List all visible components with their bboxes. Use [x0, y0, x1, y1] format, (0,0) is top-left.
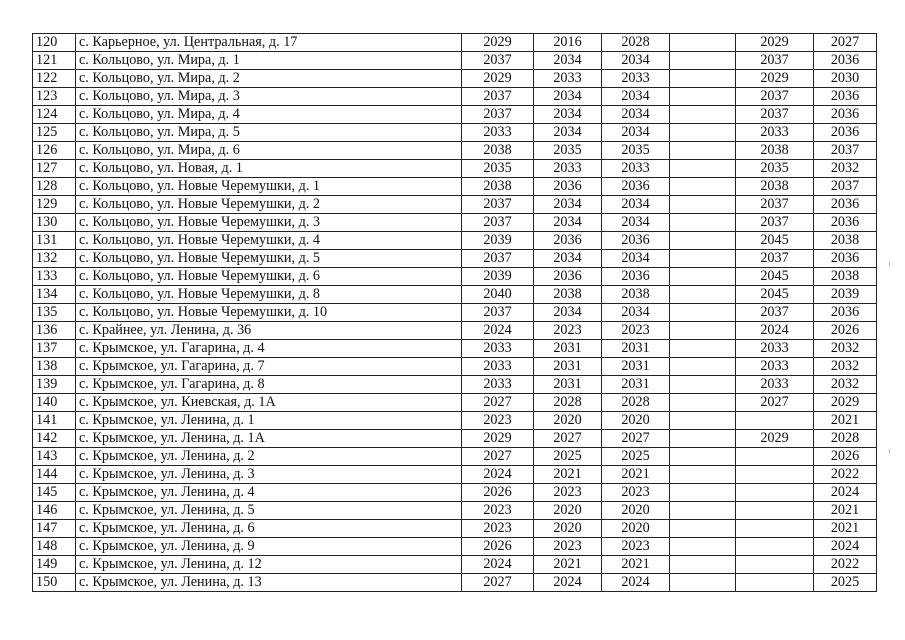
- year-cell-6: 2032: [814, 376, 877, 394]
- address-cell: с. Кольцово, ул. Новые Черемушки, д. 10: [76, 304, 462, 322]
- table-row: [33, 268, 877, 286]
- year-cell-6: 2028: [814, 430, 877, 448]
- year-cell-4: [670, 376, 736, 394]
- year-cell-2: 2016: [534, 34, 602, 52]
- year-cell-3: 2035: [602, 142, 670, 160]
- year-cell-2: 2033: [534, 160, 602, 178]
- address-cell: с. Кольцово, ул. Мира, д. 4: [76, 106, 462, 124]
- year-cell-5: 2037: [736, 304, 814, 322]
- year-cell-6: 2036: [814, 304, 877, 322]
- year-cell-6: 2036: [814, 196, 877, 214]
- year-cell-6: 2021: [814, 412, 877, 430]
- year-cell-4: [670, 538, 736, 556]
- year-cell-5: [736, 502, 814, 520]
- row-number-cell: 145: [33, 484, 76, 502]
- year-cell-5: [736, 574, 814, 592]
- year-cell-5: 2038: [736, 178, 814, 196]
- address-cell: с. Крымское, ул. Гагарина, д. 4: [76, 340, 462, 358]
- year-cell-1: 2023: [462, 520, 534, 538]
- year-cell-2: 2025: [534, 448, 602, 466]
- year-cell-5: [736, 412, 814, 430]
- year-cell-3: 2020: [602, 502, 670, 520]
- year-cell-4: [670, 34, 736, 52]
- year-cell-5: 2037: [736, 250, 814, 268]
- year-cell-3: 2036: [602, 232, 670, 250]
- year-cell-6: 2037: [814, 142, 877, 160]
- year-cell-3: 2038: [602, 286, 670, 304]
- row-number-cell: 136: [33, 322, 76, 340]
- row-number-cell: 123: [33, 88, 76, 106]
- year-cell-3: 2034: [602, 52, 670, 70]
- year-cell-5: [736, 556, 814, 574]
- year-cell-3: 2024: [602, 574, 670, 592]
- year-cell-5: 2027: [736, 394, 814, 412]
- year-cell-4: [670, 484, 736, 502]
- year-cell-4: [670, 52, 736, 70]
- year-cell-5: 2024: [736, 322, 814, 340]
- year-cell-1: 2027: [462, 448, 534, 466]
- row-number-cell: 132: [33, 250, 76, 268]
- row-number-cell: 125: [33, 124, 76, 142]
- address-cell: с. Кольцово, ул. Новая, д. 1: [76, 160, 462, 178]
- year-cell-6: 2027: [814, 34, 877, 52]
- address-cell: с. Кольцово, ул. Новые Черемушки, д. 8: [76, 286, 462, 304]
- year-cell-6: 2032: [814, 358, 877, 376]
- year-cell-1: 2023: [462, 502, 534, 520]
- row-number-cell: 129: [33, 196, 76, 214]
- year-cell-5: 2037: [736, 106, 814, 124]
- row-number-cell: 133: [33, 268, 76, 286]
- year-cell-4: [670, 88, 736, 106]
- address-cell: с. Крымское, ул. Ленина, д. 9: [76, 538, 462, 556]
- year-cell-4: [670, 178, 736, 196]
- year-cell-5: 2029: [736, 430, 814, 448]
- row-number-cell: 131: [33, 232, 76, 250]
- year-cell-4: [670, 520, 736, 538]
- row-number-cell: 149: [33, 556, 76, 574]
- year-cell-1: 2033: [462, 358, 534, 376]
- year-cell-4: [670, 502, 736, 520]
- address-cell: с. Кольцово, ул. Новые Черемушки, д. 4: [76, 232, 462, 250]
- year-cell-5: 2033: [736, 376, 814, 394]
- year-cell-3: 2031: [602, 376, 670, 394]
- year-cell-6: 2022: [814, 466, 877, 484]
- table-row: [33, 538, 877, 556]
- year-cell-3: 2020: [602, 520, 670, 538]
- year-cell-2: 2024: [534, 574, 602, 592]
- row-number-cell: 134: [33, 286, 76, 304]
- year-cell-3: 2021: [602, 556, 670, 574]
- year-cell-3: 2031: [602, 340, 670, 358]
- year-cell-6: 2038: [814, 232, 877, 250]
- year-cell-4: [670, 250, 736, 268]
- year-cell-6: 2038: [814, 268, 877, 286]
- row-number-cell: 128: [33, 178, 76, 196]
- year-cell-3: 2034: [602, 88, 670, 106]
- year-cell-6: 2036: [814, 106, 877, 124]
- address-cell: с. Крымское, ул. Ленина, д. 12: [76, 556, 462, 574]
- year-cell-1: 2033: [462, 340, 534, 358]
- year-cell-6: 2025: [814, 574, 877, 592]
- year-cell-6: 2026: [814, 322, 877, 340]
- year-cell-3: 2036: [602, 268, 670, 286]
- year-cell-2: 2023: [534, 538, 602, 556]
- year-cell-6: 2036: [814, 52, 877, 70]
- year-cell-6: 2029: [814, 394, 877, 412]
- year-cell-6: 2021: [814, 502, 877, 520]
- year-cell-2: 2020: [534, 520, 602, 538]
- year-cell-1: 2038: [462, 178, 534, 196]
- year-cell-1: 2037: [462, 52, 534, 70]
- address-cell: с. Кольцово, ул. Новые Черемушки, д. 5: [76, 250, 462, 268]
- table-row: [33, 376, 877, 394]
- row-number-cell: 141: [33, 412, 76, 430]
- year-cell-2: 2031: [534, 340, 602, 358]
- table-row: [33, 88, 877, 106]
- table-row: [33, 196, 877, 214]
- row-number-cell: 122: [33, 70, 76, 88]
- year-cell-3: 2025: [602, 448, 670, 466]
- year-cell-2: 2028: [534, 394, 602, 412]
- address-cell: с. Карьерное, ул. Центральная, д. 17: [76, 34, 462, 52]
- year-cell-1: 2038: [462, 142, 534, 160]
- year-cell-4: [670, 232, 736, 250]
- year-cell-1: 2026: [462, 538, 534, 556]
- table-row: [33, 124, 877, 142]
- address-cell: с. Крымское, ул. Ленина, д. 3: [76, 466, 462, 484]
- year-cell-5: 2037: [736, 214, 814, 232]
- year-cell-1: 2040: [462, 286, 534, 304]
- table-row: [33, 70, 877, 88]
- year-cell-1: 2037: [462, 250, 534, 268]
- year-cell-5: 2035: [736, 160, 814, 178]
- year-cell-3: 2036: [602, 178, 670, 196]
- row-number-cell: 147: [33, 520, 76, 538]
- table-row: [33, 394, 877, 412]
- year-cell-4: [670, 268, 736, 286]
- row-number-cell: 120: [33, 34, 76, 52]
- year-cell-3: 2034: [602, 214, 670, 232]
- year-cell-2: 2021: [534, 466, 602, 484]
- year-cell-5: 2045: [736, 268, 814, 286]
- row-number-cell: 135: [33, 304, 76, 322]
- year-cell-2: 2034: [534, 196, 602, 214]
- year-cell-5: [736, 448, 814, 466]
- year-cell-4: [670, 394, 736, 412]
- year-cell-2: 2020: [534, 412, 602, 430]
- year-cell-1: 2037: [462, 196, 534, 214]
- year-cell-4: [670, 70, 736, 88]
- address-cell: с. Крымское, ул. Гагарина, д. 7: [76, 358, 462, 376]
- year-cell-3: 2034: [602, 196, 670, 214]
- year-cell-2: 2023: [534, 484, 602, 502]
- table-row: [33, 430, 877, 448]
- year-cell-5: 2037: [736, 52, 814, 70]
- address-cell: с. Кольцово, ул. Мира, д. 6: [76, 142, 462, 160]
- year-cell-2: 2033: [534, 70, 602, 88]
- year-cell-1: 2033: [462, 124, 534, 142]
- address-cell: с. Крымское, ул. Ленина, д. 5: [76, 502, 462, 520]
- row-number-cell: 143: [33, 448, 76, 466]
- year-cell-4: [670, 106, 736, 124]
- row-number-cell: 130: [33, 214, 76, 232]
- year-cell-5: [736, 520, 814, 538]
- address-cell: с. Крымское, ул. Ленина, д. 2: [76, 448, 462, 466]
- year-cell-1: 2024: [462, 556, 534, 574]
- schedule-table: [32, 33, 877, 592]
- year-cell-4: [670, 430, 736, 448]
- year-cell-4: [670, 286, 736, 304]
- address-cell: с. Крымское, ул. Ленина, д. 6: [76, 520, 462, 538]
- table-row: [33, 304, 877, 322]
- address-cell: с. Крымское, ул. Ленина, д. 13: [76, 574, 462, 592]
- year-cell-5: 2033: [736, 358, 814, 376]
- year-cell-1: 2027: [462, 574, 534, 592]
- year-cell-4: [670, 322, 736, 340]
- year-cell-1: 2026: [462, 484, 534, 502]
- year-cell-6: 2022: [814, 556, 877, 574]
- row-number-cell: 121: [33, 52, 76, 70]
- year-cell-1: 2039: [462, 268, 534, 286]
- year-cell-4: [670, 196, 736, 214]
- row-number-cell: 140: [33, 394, 76, 412]
- year-cell-3: 2034: [602, 106, 670, 124]
- year-cell-2: 2034: [534, 304, 602, 322]
- year-cell-3: 2021: [602, 466, 670, 484]
- year-cell-1: 2024: [462, 322, 534, 340]
- year-cell-4: [670, 124, 736, 142]
- year-cell-2: 2027: [534, 430, 602, 448]
- year-cell-2: 2038: [534, 286, 602, 304]
- year-cell-5: 2037: [736, 196, 814, 214]
- year-cell-3: 2027: [602, 430, 670, 448]
- year-cell-1: 2037: [462, 304, 534, 322]
- table-row: [33, 502, 877, 520]
- address-cell: с. Кольцово, ул. Мира, д. 1: [76, 52, 462, 70]
- address-cell: с. Крымское, ул. Гагарина, д. 8: [76, 376, 462, 394]
- year-cell-3: 2034: [602, 250, 670, 268]
- year-cell-2: 2034: [534, 106, 602, 124]
- table-row: [33, 520, 877, 538]
- table-row: [33, 556, 877, 574]
- table-row: [33, 466, 877, 484]
- year-cell-2: 2034: [534, 250, 602, 268]
- row-number-cell: 144: [33, 466, 76, 484]
- year-cell-5: 2033: [736, 340, 814, 358]
- year-cell-2: 2021: [534, 556, 602, 574]
- year-cell-4: [670, 142, 736, 160]
- year-cell-3: 2034: [602, 124, 670, 142]
- year-cell-3: 2023: [602, 322, 670, 340]
- table-body: [33, 34, 877, 592]
- margin-mark: [889, 449, 890, 453]
- address-cell: с. Кольцово, ул. Мира, д. 3: [76, 88, 462, 106]
- year-cell-4: [670, 358, 736, 376]
- year-cell-2: 2034: [534, 88, 602, 106]
- row-number-cell: 127: [33, 160, 76, 178]
- year-cell-3: 2033: [602, 160, 670, 178]
- table-row: [33, 322, 877, 340]
- year-cell-6: 2030: [814, 70, 877, 88]
- table-row: [33, 286, 877, 304]
- address-cell: с. Кольцово, ул. Новые Черемушки, д. 6: [76, 268, 462, 286]
- address-cell: с. Кольцово, ул. Новые Черемушки, д. 3: [76, 214, 462, 232]
- row-number-cell: 138: [33, 358, 76, 376]
- year-cell-1: 2024: [462, 466, 534, 484]
- year-cell-2: 2036: [534, 268, 602, 286]
- table-row: [33, 448, 877, 466]
- year-cell-2: 2034: [534, 214, 602, 232]
- year-cell-1: 2039: [462, 232, 534, 250]
- year-cell-5: 2033: [736, 124, 814, 142]
- year-cell-6: 2026: [814, 448, 877, 466]
- year-cell-1: 2029: [462, 34, 534, 52]
- table-row: [33, 340, 877, 358]
- address-cell: с. Кольцово, ул. Мира, д. 5: [76, 124, 462, 142]
- table-row: [33, 160, 877, 178]
- year-cell-4: [670, 448, 736, 466]
- year-cell-2: 2034: [534, 52, 602, 70]
- year-cell-3: 2023: [602, 538, 670, 556]
- row-number-cell: 146: [33, 502, 76, 520]
- year-cell-3: 2028: [602, 34, 670, 52]
- year-cell-4: [670, 160, 736, 178]
- year-cell-6: 2024: [814, 538, 877, 556]
- address-cell: с. Крайнее, ул. Ленина, д. 36: [76, 322, 462, 340]
- year-cell-6: 2039: [814, 286, 877, 304]
- row-number-cell: 139: [33, 376, 76, 394]
- year-cell-2: 2035: [534, 142, 602, 160]
- year-cell-2: 2036: [534, 178, 602, 196]
- year-cell-3: 2033: [602, 70, 670, 88]
- row-number-cell: 137: [33, 340, 76, 358]
- table-row: [33, 412, 877, 430]
- table-row: [33, 250, 877, 268]
- year-cell-5: [736, 466, 814, 484]
- table-row: [33, 178, 877, 196]
- address-cell: с. Кольцово, ул. Новые Черемушки, д. 1: [76, 178, 462, 196]
- year-cell-1: 2037: [462, 106, 534, 124]
- margin-mark: [889, 262, 890, 266]
- year-cell-1: 2035: [462, 160, 534, 178]
- address-cell: с. Кольцово, ул. Мира, д. 2: [76, 70, 462, 88]
- year-cell-6: 2037: [814, 178, 877, 196]
- row-number-cell: 124: [33, 106, 76, 124]
- year-cell-5: 2037: [736, 88, 814, 106]
- year-cell-5: 2029: [736, 70, 814, 88]
- year-cell-5: 2045: [736, 232, 814, 250]
- year-cell-4: [670, 574, 736, 592]
- year-cell-1: 2029: [462, 430, 534, 448]
- year-cell-5: [736, 484, 814, 502]
- address-cell: с. Крымское, ул. Ленина, д. 1А: [76, 430, 462, 448]
- year-cell-1: 2027: [462, 394, 534, 412]
- year-cell-2: 2031: [534, 376, 602, 394]
- year-cell-3: 2020: [602, 412, 670, 430]
- table-row: [33, 142, 877, 160]
- year-cell-4: [670, 466, 736, 484]
- year-cell-5: 2038: [736, 142, 814, 160]
- year-cell-4: [670, 340, 736, 358]
- year-cell-6: 2024: [814, 484, 877, 502]
- year-cell-2: 2023: [534, 322, 602, 340]
- year-cell-1: 2033: [462, 376, 534, 394]
- year-cell-2: 2031: [534, 358, 602, 376]
- year-cell-2: 2036: [534, 232, 602, 250]
- year-cell-6: 2032: [814, 340, 877, 358]
- address-cell: с. Крымское, ул. Ленина, д. 4: [76, 484, 462, 502]
- year-cell-6: 2036: [814, 124, 877, 142]
- table-row: [33, 52, 877, 70]
- year-cell-4: [670, 412, 736, 430]
- year-cell-4: [670, 304, 736, 322]
- year-cell-1: 2029: [462, 70, 534, 88]
- year-cell-4: [670, 556, 736, 574]
- year-cell-5: [736, 538, 814, 556]
- row-number-cell: 148: [33, 538, 76, 556]
- table-row: [33, 34, 877, 52]
- table-row: [33, 106, 877, 124]
- table-row: [33, 358, 877, 376]
- year-cell-4: [670, 214, 736, 232]
- year-cell-5: 2029: [736, 34, 814, 52]
- year-cell-3: 2031: [602, 358, 670, 376]
- year-cell-2: 2020: [534, 502, 602, 520]
- table-row: [33, 232, 877, 250]
- table-row: [33, 214, 877, 232]
- table-row: [33, 484, 877, 502]
- row-number-cell: 150: [33, 574, 76, 592]
- year-cell-6: 2021: [814, 520, 877, 538]
- year-cell-6: 2036: [814, 88, 877, 106]
- year-cell-1: 2037: [462, 88, 534, 106]
- year-cell-3: 2034: [602, 304, 670, 322]
- year-cell-3: 2023: [602, 484, 670, 502]
- year-cell-1: 2023: [462, 412, 534, 430]
- address-cell: с. Крымское, ул. Ленина, д. 1: [76, 412, 462, 430]
- year-cell-1: 2037: [462, 214, 534, 232]
- row-number-cell: 126: [33, 142, 76, 160]
- year-cell-6: 2036: [814, 214, 877, 232]
- year-cell-5: 2045: [736, 286, 814, 304]
- year-cell-6: 2032: [814, 160, 877, 178]
- table-row: [33, 574, 877, 592]
- year-cell-2: 2034: [534, 124, 602, 142]
- year-cell-3: 2028: [602, 394, 670, 412]
- address-cell: с. Кольцово, ул. Новые Черемушки, д. 2: [76, 196, 462, 214]
- address-cell: с. Крымское, ул. Киевская, д. 1А: [76, 394, 462, 412]
- year-cell-6: 2036: [814, 250, 877, 268]
- row-number-cell: 142: [33, 430, 76, 448]
